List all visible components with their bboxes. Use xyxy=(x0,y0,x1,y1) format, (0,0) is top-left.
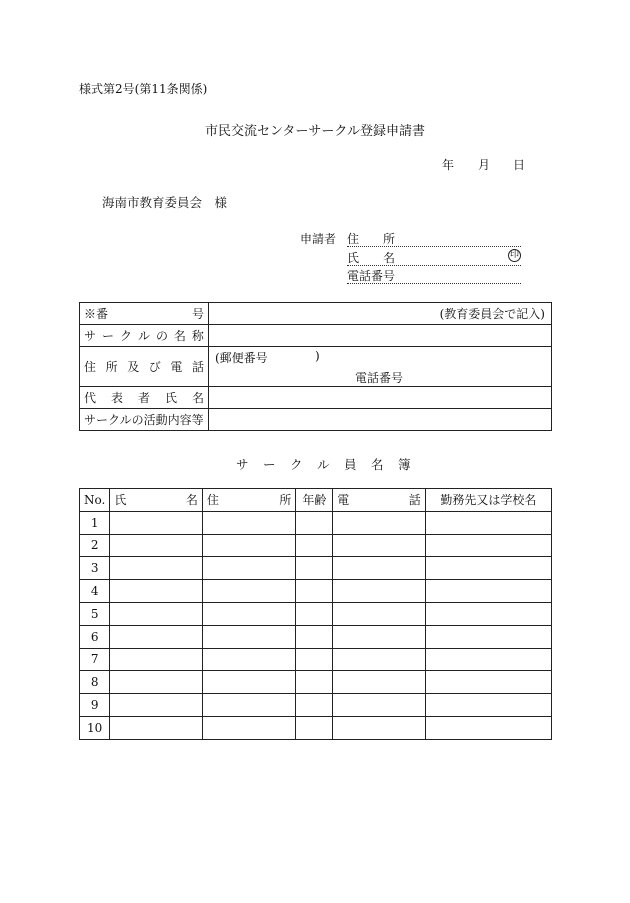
circle-name-char: サ xyxy=(84,329,97,343)
row-address-cell[interactable] xyxy=(202,716,296,739)
table-row xyxy=(80,534,552,557)
circle-info-table xyxy=(79,302,552,431)
postal-open: (郵便番号 xyxy=(215,351,268,365)
address-phone-label-cell xyxy=(80,347,209,387)
circle-name-char: 名 xyxy=(173,329,186,343)
table-row xyxy=(80,511,552,534)
activity-label: サークルの活動内容等 xyxy=(84,413,204,427)
row-name-cell[interactable] xyxy=(110,534,203,557)
circle-name-char: 称 xyxy=(191,329,204,343)
address-phone-char: 及 xyxy=(127,360,140,374)
number-value-cell[interactable] xyxy=(209,303,552,325)
row-age-cell[interactable] xyxy=(296,557,333,580)
row-number: 2 xyxy=(80,534,110,557)
row-workplace-cell[interactable] xyxy=(425,534,551,557)
row-workplace-cell[interactable] xyxy=(425,671,551,694)
row-address-cell[interactable] xyxy=(202,534,296,557)
row-number: 3 xyxy=(80,557,110,580)
address-phone-char: び xyxy=(148,360,161,374)
table-row xyxy=(80,557,552,580)
circle-name-value-cell[interactable] xyxy=(209,325,552,347)
row-workplace-cell[interactable] xyxy=(425,716,551,739)
row-age-cell[interactable] xyxy=(296,534,333,557)
form-number: 様式第2号(第11条関係) xyxy=(79,82,208,96)
row-workplace-cell[interactable] xyxy=(425,602,551,625)
row-name-cell[interactable] xyxy=(110,716,203,739)
roster-table xyxy=(79,488,552,740)
row-address-cell[interactable] xyxy=(202,671,296,694)
applicant-address-field[interactable] xyxy=(347,230,521,247)
table-row xyxy=(80,671,552,694)
row-phone-cell[interactable] xyxy=(333,671,426,694)
row-phone-cell[interactable] xyxy=(333,716,426,739)
rep-char: 名 xyxy=(191,391,204,405)
row-workplace-cell[interactable] xyxy=(425,511,551,534)
applicant-name-label-2: 名 xyxy=(383,251,396,265)
row-phone-cell[interactable] xyxy=(333,602,426,625)
address-phone-value-cell[interactable] xyxy=(209,347,552,387)
circle-name-char: ー xyxy=(101,329,114,343)
addressee: 海南市教育委員会 様 xyxy=(102,195,228,210)
table-row xyxy=(80,694,552,717)
row-phone-cell[interactable] xyxy=(333,648,426,671)
table-row xyxy=(80,648,552,671)
row-address-cell[interactable] xyxy=(202,557,296,580)
row-name-cell[interactable] xyxy=(110,625,203,648)
applicant-name-field[interactable] xyxy=(347,249,521,266)
representative-value-cell[interactable] xyxy=(209,387,552,409)
applicant-label: 申請者 xyxy=(300,232,337,246)
circle-name-char: ル xyxy=(137,329,150,343)
row-number: 9 xyxy=(80,694,110,717)
row-number: 1 xyxy=(80,511,110,534)
row-address-cell[interactable] xyxy=(202,648,296,671)
header-workplace: 勤務先又は学校名 xyxy=(425,489,551,512)
address-phone-char: 電 xyxy=(170,360,183,374)
number-label-cell xyxy=(80,303,209,325)
row-age-cell[interactable] xyxy=(296,580,333,603)
row-number: 4 xyxy=(80,580,110,603)
row-workplace-cell[interactable] xyxy=(425,580,551,603)
representative-label-cell xyxy=(80,387,209,409)
row-number: 8 xyxy=(80,671,110,694)
row-age-cell[interactable] xyxy=(296,648,333,671)
header-no: No. xyxy=(80,489,110,512)
header-name: 氏 名 xyxy=(110,489,203,512)
row-age-cell[interactable] xyxy=(296,716,333,739)
row-age-cell[interactable] xyxy=(296,625,333,648)
address-phone-char: 所 xyxy=(105,360,118,374)
row-phone-cell[interactable] xyxy=(333,534,426,557)
phone-number-label: 電話番号 xyxy=(355,371,404,385)
row-address-cell[interactable] xyxy=(202,602,296,625)
row-address-cell[interactable] xyxy=(202,511,296,534)
row-name-cell[interactable] xyxy=(110,511,203,534)
row-name-cell[interactable] xyxy=(110,694,203,717)
rep-char: 氏 xyxy=(164,391,177,405)
row-address-cell[interactable] xyxy=(202,694,296,717)
address-phone-char: 話 xyxy=(191,360,204,374)
address-phone-char: 住 xyxy=(84,360,97,374)
date-year-label: 年 xyxy=(442,158,455,172)
applicant-address-label-1: 住 xyxy=(347,232,360,246)
table-row xyxy=(80,580,552,603)
row-phone-cell[interactable] xyxy=(333,511,426,534)
circle-name-label-cell xyxy=(80,325,209,347)
rep-char: 代 xyxy=(84,391,97,405)
row-phone-cell[interactable] xyxy=(333,557,426,580)
row-number: 6 xyxy=(80,625,110,648)
rep-char: 者 xyxy=(137,391,150,405)
number-note: (教育委員会で記入) xyxy=(439,307,545,321)
seal-mark: 印 xyxy=(509,250,519,260)
header-age: 年齢 xyxy=(296,489,333,512)
header-address: 住 所 xyxy=(202,489,296,512)
activity-label-cell xyxy=(80,409,209,431)
circle-name-char: の xyxy=(155,329,168,343)
row-age-cell[interactable] xyxy=(296,694,333,717)
row-age-cell[interactable] xyxy=(296,671,333,694)
row-workplace-cell[interactable] xyxy=(425,694,551,717)
row-name-cell[interactable] xyxy=(110,671,203,694)
applicant-phone-field[interactable] xyxy=(347,267,521,284)
activity-value-cell[interactable] xyxy=(209,409,552,431)
row-address-cell[interactable] xyxy=(202,580,296,603)
applicant-phone-label: 電話番号 xyxy=(347,269,396,283)
row-workplace-cell[interactable] xyxy=(425,625,551,648)
row-phone-cell[interactable] xyxy=(333,625,426,648)
header-phone: 電 話 xyxy=(333,489,426,512)
row-phone-cell[interactable] xyxy=(333,694,426,717)
row-name-cell[interactable] xyxy=(110,580,203,603)
row-phone-cell[interactable] xyxy=(333,580,426,603)
row-workplace-cell[interactable] xyxy=(425,648,551,671)
row-name-cell[interactable] xyxy=(110,602,203,625)
row-number: 5 xyxy=(80,602,110,625)
row-age-cell[interactable] xyxy=(296,511,333,534)
applicant-name-label-1: 氏 xyxy=(347,251,360,265)
date-day-label: 日 xyxy=(513,158,526,172)
row-name-cell[interactable] xyxy=(110,557,203,580)
number-label-1: ※番 xyxy=(84,307,109,321)
applicant-address-label-2: 所 xyxy=(383,232,396,246)
row-address-cell[interactable] xyxy=(202,625,296,648)
circle-name-char: ク xyxy=(119,329,132,343)
rep-char: 表 xyxy=(110,391,123,405)
table-row xyxy=(80,602,552,625)
table-row xyxy=(80,716,552,739)
roster-title: サ ー ク ル 員 名 簿 xyxy=(236,457,412,472)
table-row xyxy=(80,625,552,648)
number-label-2: 号 xyxy=(191,307,204,321)
date-month-label: 月 xyxy=(478,158,491,172)
row-number: 10 xyxy=(80,716,110,739)
document-title: 市民交流センターサークル登録申請書 xyxy=(204,124,426,139)
postal-close: ) xyxy=(315,349,320,363)
row-name-cell[interactable] xyxy=(110,648,203,671)
row-workplace-cell[interactable] xyxy=(425,557,551,580)
row-number: 7 xyxy=(80,648,110,671)
row-age-cell[interactable] xyxy=(296,602,333,625)
